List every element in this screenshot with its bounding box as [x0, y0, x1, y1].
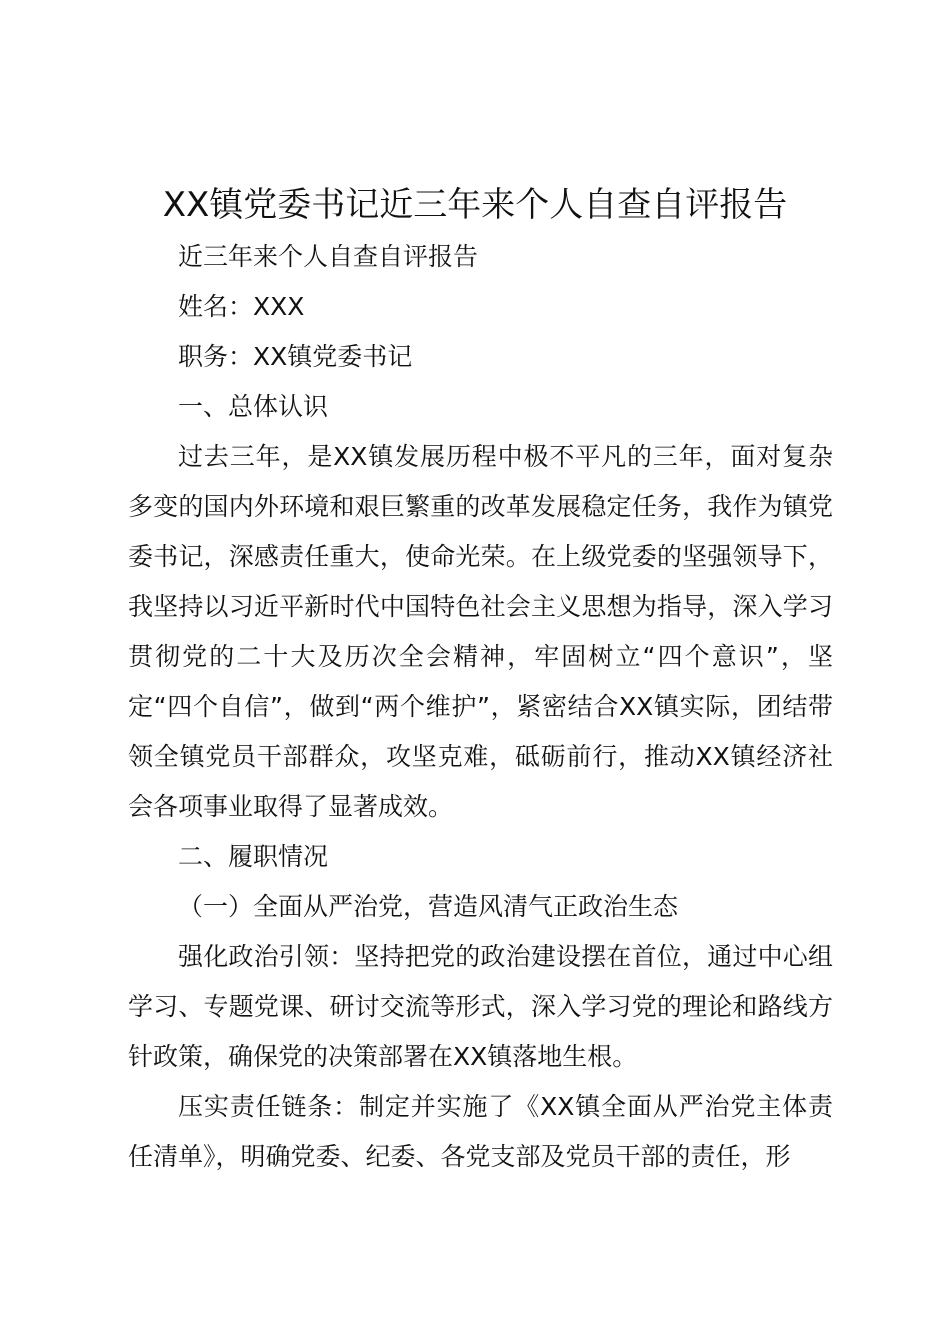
section-heading-overall: 一、总体认识: [178, 392, 329, 421]
paragraph-political-lead: 强化政治引领：坚持把党的政治建设摆在首位，通过中心组学习、专题党课、研讨交流等形式，深入学习党的理论和路线方针政策，确保党的决策部署在XX镇落地生根。: [128, 942, 833, 1071]
position-line: 职务：XX镇党委书记: [178, 342, 413, 371]
section-heading-duties: 二、履职情况: [178, 842, 329, 871]
report-subtitle: 近三年来个人自查自评报告: [178, 242, 479, 271]
document-body: [128, 232, 833, 1182]
document-title: XX镇党委书记近三年来个人自查自评报告: [162, 185, 788, 225]
paragraph-overall-understanding: 过去三年，是XX镇发展历程中极不平凡的三年，面对复杂多变的国内外环境和艰巨繁重的改革发展稳定任务，我作为镇党委书记，深感责任重大，使命光荣。在上级党委的坚强领导下，我坚持以习近平新时代中国特色社会主义思想为指导，深入学习贯彻党的二十大及历次全会精神，牢固树立“四个意识”，坚定“四个自信”，做到“两个维护”，紧密结合XX镇实际，团结带领全镇党员干部群众，攻坚克难，砥砺前行，推动XX镇经济社会各项事业取得了显著成效。: [128, 442, 833, 821]
name-line: 姓名：XXX: [178, 292, 305, 321]
subsection-heading-party-governance: （一）全面从严治党，营造风清气正政治生态: [178, 892, 679, 921]
paragraph-responsibility-chain: 压实责任链条：制定并实施了《XX镇全面从严治党主体责任清单》，明确党委、纪委、各党支部及党员干部的责任，形: [128, 1092, 833, 1171]
